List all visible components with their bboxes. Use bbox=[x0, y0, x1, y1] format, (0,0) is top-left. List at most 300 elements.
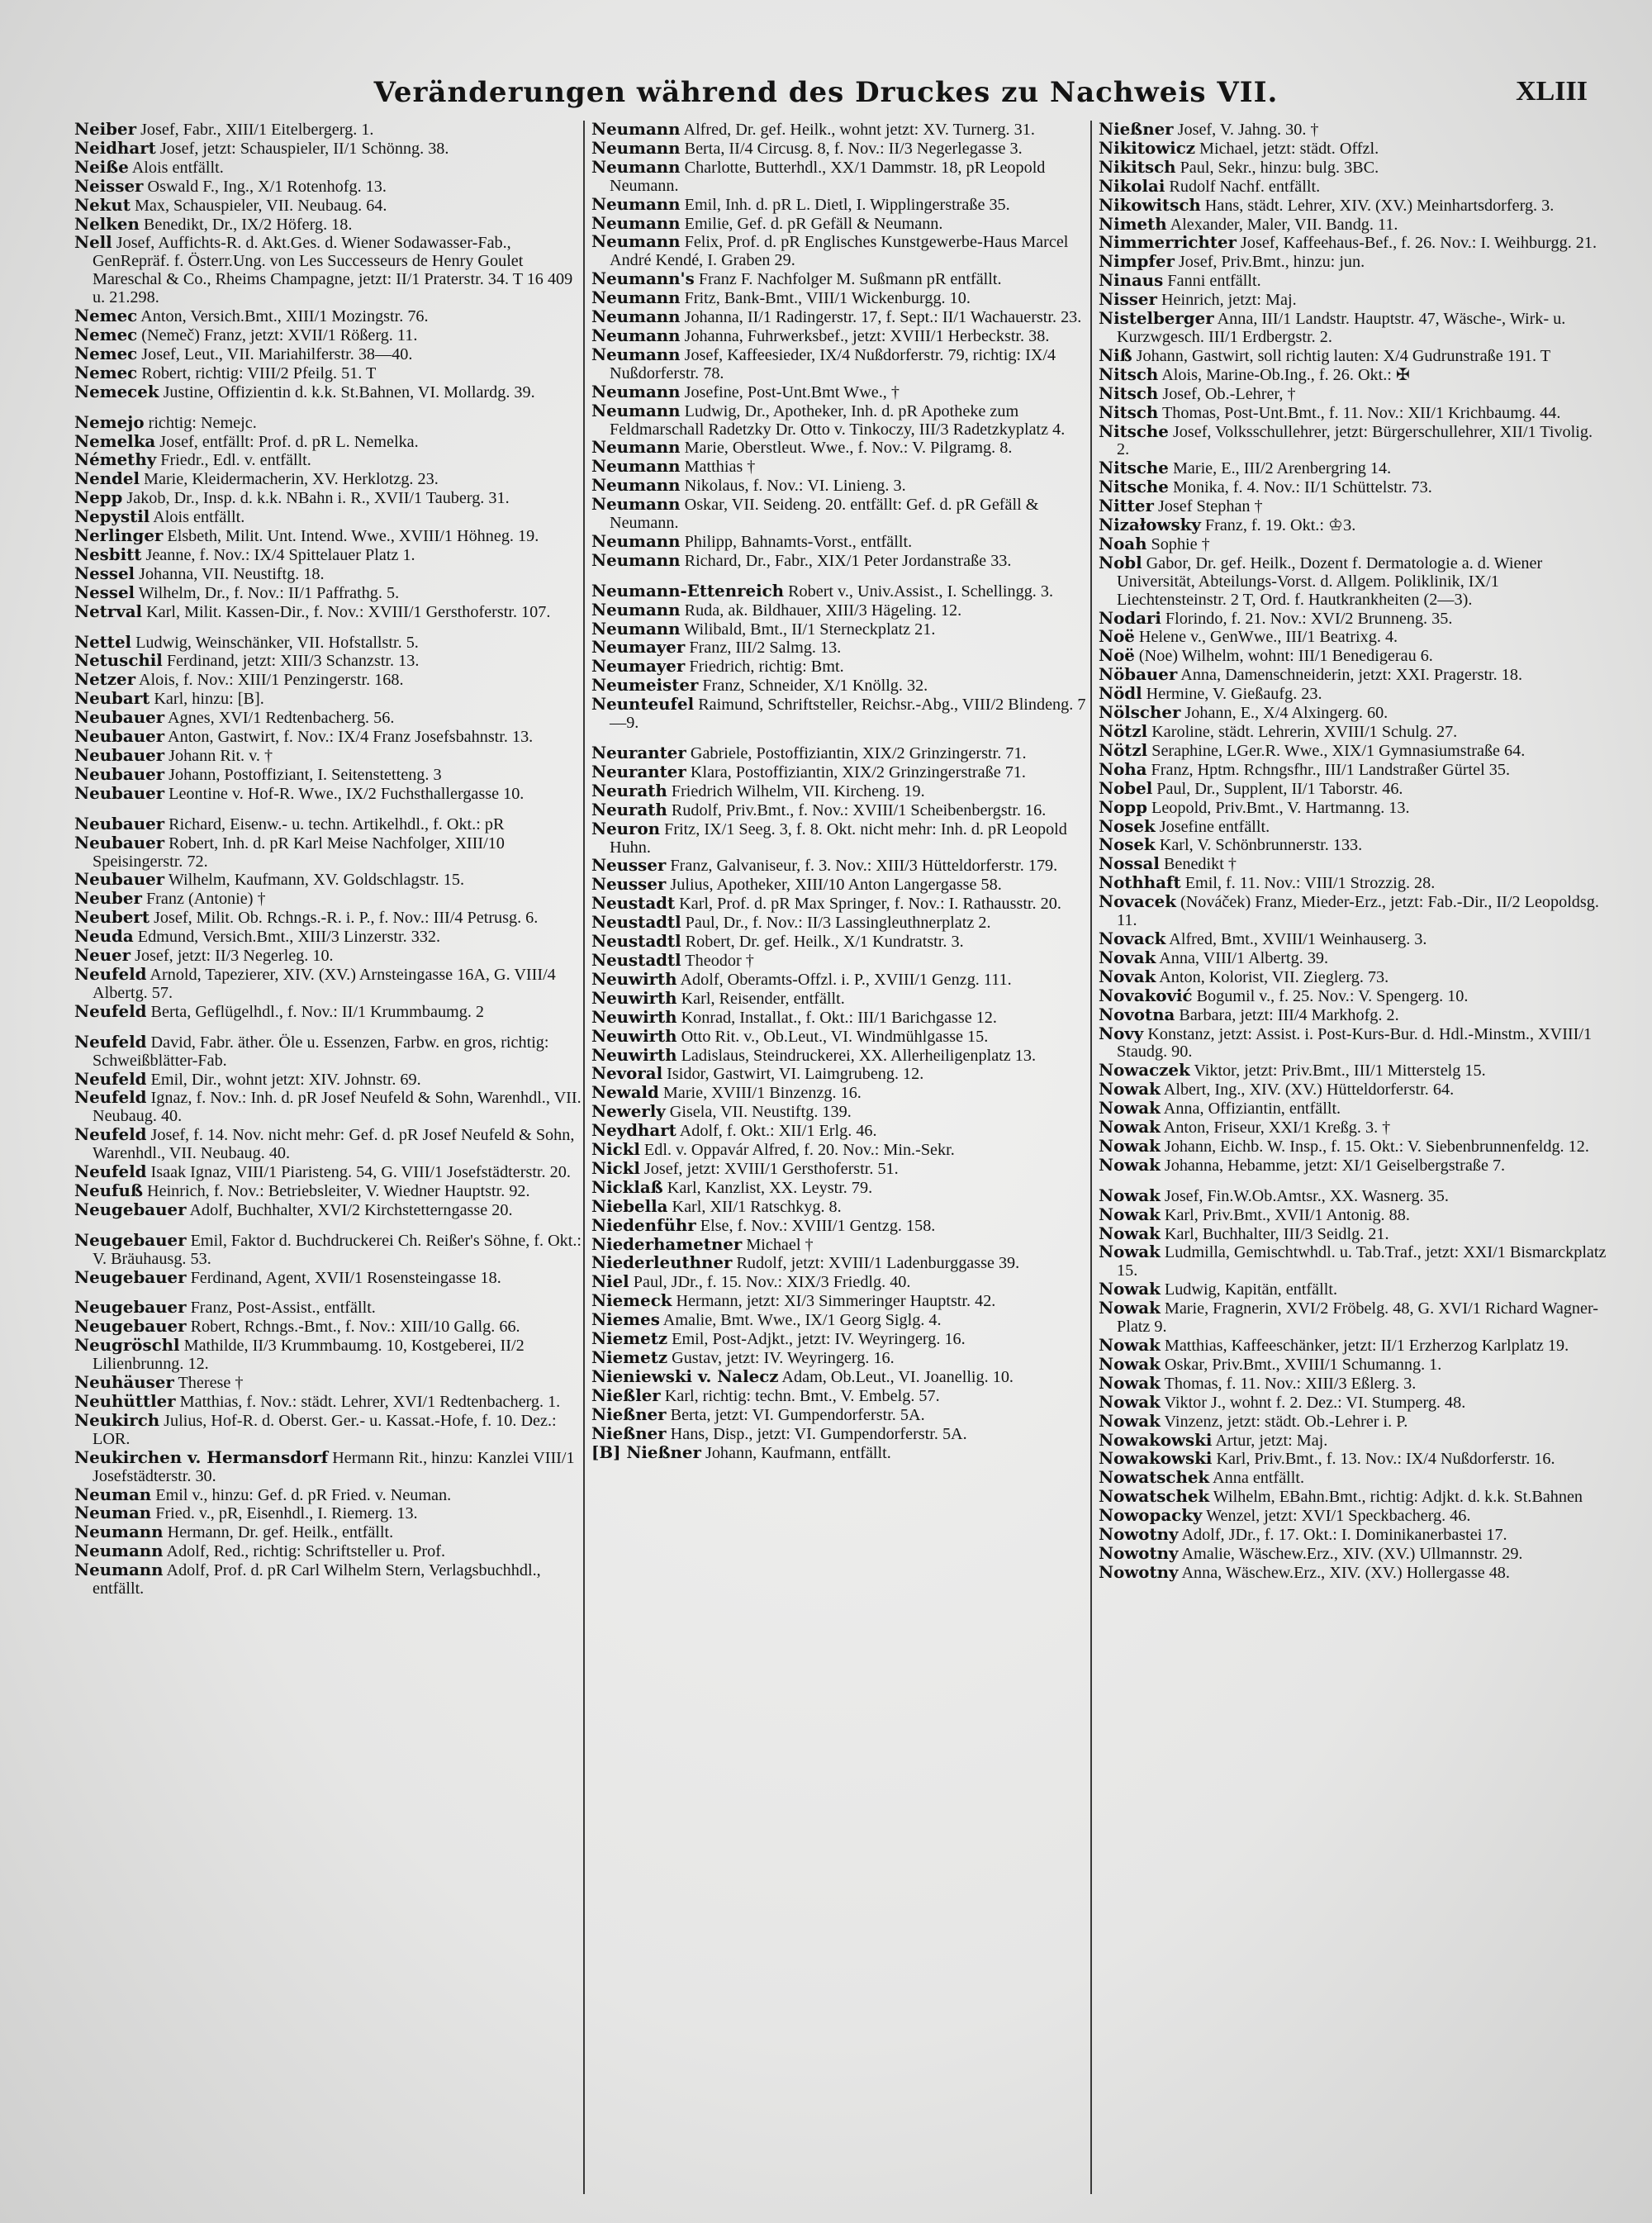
entry-surname: Neuda bbox=[74, 926, 134, 947]
entry-surname: Neubauer bbox=[74, 813, 165, 834]
directory-entry bbox=[74, 709, 583, 728]
directory-entry bbox=[74, 121, 583, 140]
entry-details: Adolf, Oberamts-Offzl. i. P., XVIII/1 Genzg. 111. bbox=[676, 970, 1012, 989]
entry-details: Heinrich, jetzt: Maj. bbox=[1156, 291, 1297, 310]
entry-surname: Neuranter bbox=[591, 761, 686, 781]
directory-entry bbox=[1099, 1100, 1607, 1119]
directory-entry bbox=[1099, 310, 1607, 347]
entry-surname: Neuwirth bbox=[591, 1044, 677, 1065]
entry-surname: Neumann bbox=[591, 193, 681, 214]
entry-surname: Neufeld bbox=[74, 1000, 147, 1021]
directory-entry bbox=[1099, 704, 1607, 723]
directory-entry bbox=[74, 411, 583, 433]
entry-details: Franz, Schneider, X/1 Knöllg. 32. bbox=[698, 677, 928, 696]
entry-details: Josef, Priv.Bmt., hinzu: jun. bbox=[1174, 253, 1365, 272]
directory-entry bbox=[1099, 739, 1607, 761]
entry-details: Karl, Prof. d. pR Max Springer, f. Nov.: I. Rathausstr. 20. bbox=[675, 895, 1061, 914]
directory-entry bbox=[591, 1311, 1089, 1330]
directory-entry bbox=[74, 652, 583, 671]
entry-surname: Nell bbox=[74, 232, 112, 253]
entry-details: Viktor J., wohnt f. 2. Dez.: VI. Stumperg. 48. bbox=[1160, 1393, 1466, 1412]
entry-details: Karl, XII/1 Ratschkyg. 8. bbox=[667, 1197, 842, 1216]
entry-surname: Nowakowski bbox=[1099, 1429, 1213, 1450]
entry-details: Anna, VIII/1 Albertg. 39. bbox=[1156, 948, 1329, 967]
entry-details: Rudolf, jetzt: XVIII/1 Ladenburggasse 39. bbox=[732, 1254, 1020, 1273]
entry-surname: Nemecek bbox=[74, 381, 159, 401]
entry-surname: Novacek bbox=[1099, 891, 1176, 912]
directory-entry bbox=[74, 1446, 583, 1486]
entry-surname: Nöbauer bbox=[1099, 664, 1178, 685]
directory-entry bbox=[591, 968, 1089, 990]
directory-entry bbox=[591, 121, 1089, 140]
entry-surname: Neurath bbox=[591, 799, 667, 819]
directory-entry bbox=[591, 308, 1089, 327]
entry-details: Adolf, Buchhalter, XVI/2 Kirchstetterngasse 20. bbox=[186, 1200, 513, 1219]
directory-entry bbox=[74, 1033, 583, 1071]
entry-surname: Neuwirth bbox=[591, 1025, 677, 1046]
entry-surname: Nickl bbox=[591, 1139, 640, 1160]
entry-details: Anna, Offiziantin, entfällt. bbox=[1160, 1100, 1341, 1119]
directory-entry bbox=[1099, 1410, 1607, 1432]
entry-details: Hermann, jetzt: XI/3 Simmeringer Hauptstr. 42. bbox=[672, 1292, 996, 1311]
entry-surname: Nötzl bbox=[1099, 739, 1148, 760]
entry-surname: Nowatschek bbox=[1099, 1486, 1210, 1507]
directory-entry bbox=[1099, 758, 1607, 780]
directory-entry bbox=[591, 346, 1089, 383]
entry-surname: Nowak bbox=[1099, 1098, 1161, 1119]
entry-surname: Nowak bbox=[1099, 1223, 1161, 1243]
entry-surname: Novotna bbox=[1099, 1004, 1175, 1024]
directory-entry bbox=[591, 949, 1089, 971]
entry-surname: Neusser bbox=[591, 874, 667, 895]
entry-details: Alois entfällt. bbox=[128, 158, 224, 177]
directory-entry bbox=[1099, 156, 1607, 178]
entry-details: Seraphine, LGer.R. Wwe., XIX/1 Gymnasiumstraße 64. bbox=[1147, 741, 1526, 760]
directory-entry bbox=[74, 1068, 583, 1090]
directory-entry bbox=[591, 1195, 1089, 1217]
directory-entry bbox=[1099, 137, 1607, 159]
directory-entry bbox=[1099, 949, 1607, 968]
entry-details: Fried. v., pR, Eisenhdl., I. Riemerg. 13. bbox=[151, 1504, 418, 1523]
directory-entry bbox=[74, 508, 583, 527]
directory-entry bbox=[591, 383, 1089, 402]
directory-entry bbox=[1099, 234, 1607, 253]
directory-entry bbox=[591, 137, 1089, 159]
directory-entry bbox=[1099, 1299, 1607, 1337]
entry-details: Gabor, Dr. gef. Heilk., Dozent f. Dermatologie a. d. Wiener Universität, Abteilungs-Vorst. d. Allgem. Poliklinik, IX/1 Liechtensteinstr. 2 T, Ord. f. Hautkrankheiten (2—3). bbox=[1117, 553, 1543, 609]
directory-entry bbox=[1099, 344, 1607, 366]
entry-surname: Neiße bbox=[74, 156, 129, 177]
entry-details: Franz, Post-Assist., entfällt. bbox=[186, 1299, 376, 1318]
directory-entry bbox=[591, 987, 1089, 1009]
directory-entry bbox=[1099, 1280, 1607, 1299]
entry-surname: Nothhaft bbox=[1099, 872, 1181, 893]
entry-details: Robert v., Univ.Assist., I. Schellingg. 3. bbox=[784, 582, 1054, 601]
entry-details: Wilhelm, Dr., f. Nov.: II/1 Paffrathg. 5. bbox=[135, 583, 400, 602]
directory-entry bbox=[74, 690, 583, 709]
entry-details: Otto Rit. v., Ob.Leut., VI. Windmühlgasse 15. bbox=[676, 1027, 989, 1046]
entry-details: Emil, f. 11. Nov.: VIII/1 Strozzig. 28. bbox=[1180, 874, 1436, 893]
entry-surname: Nitsch bbox=[1099, 382, 1159, 403]
entry-details: Franz F. Nachfolger M. Sußmann pR entfällt. bbox=[694, 270, 1002, 289]
directory-entry bbox=[74, 430, 583, 452]
entry-surname: Nowak bbox=[1099, 1353, 1161, 1374]
entry-surname: Neustadtl bbox=[591, 912, 681, 933]
entry-details: Anna, Damenschneiderin, jetzt: XXI. Pragerstr. 18. bbox=[1177, 666, 1522, 685]
entry-details: Johann, E., X/4 Alxingerg. 60. bbox=[1180, 704, 1389, 723]
entry-surname: Nießner bbox=[591, 1404, 667, 1424]
entry-surname: Neumann's bbox=[591, 268, 695, 289]
entry-surname: Neubauer bbox=[74, 869, 165, 890]
entry-surname: Neidhart bbox=[74, 137, 156, 158]
entry-details: Paul, Sekr., hinzu: bulg. 3BC. bbox=[1175, 158, 1379, 177]
entry-surname: Nodari bbox=[1099, 607, 1161, 628]
entry-details: Adolf, JDr., f. 17. Okt.: I. Dominikanerbastei 17. bbox=[1178, 1526, 1507, 1545]
entry-details: Ludmilla, Gemischtwhdl. u. Tab.Traf., jetzt: XXI/1 Bismarckplatz 15. bbox=[1117, 1243, 1607, 1280]
entry-surname: Nowak bbox=[1099, 1372, 1161, 1393]
entry-surname: Nowak bbox=[1099, 1117, 1161, 1138]
entry-details: Josef, Kaffeehaus-Bef., f. 26. Nov.: I. Weihburgg. 21. bbox=[1236, 234, 1597, 253]
entry-surname: Nemelka bbox=[74, 430, 156, 451]
directory-entry bbox=[1099, 1526, 1607, 1545]
entry-surname: Neunteufel bbox=[591, 694, 695, 715]
entry-details: Anton, Friseur, XXI/1 Kreßg. 3. † bbox=[1160, 1119, 1391, 1138]
directory-entry bbox=[1099, 478, 1607, 497]
entry-surname: Neumann bbox=[591, 156, 681, 177]
entry-details: Ruda, ak. Bildhauer, XIII/3 Hägeling. 12. bbox=[680, 601, 962, 620]
directory-entry bbox=[1099, 535, 1607, 554]
entry-surname: Neubauer bbox=[74, 726, 165, 747]
entry-details: Julius, Hof-R. d. Oberst. Ger.- u. Kassat.-Hofe, f. 10. Dez.: LOR. bbox=[93, 1411, 557, 1448]
directory-entry bbox=[591, 782, 1089, 801]
directory-entry bbox=[74, 747, 583, 766]
directory-entry bbox=[74, 451, 583, 470]
entry-surname: Nitsch bbox=[1099, 363, 1159, 384]
entry-surname: Neukirch bbox=[74, 1409, 160, 1430]
entry-details: Mathilde, II/3 Krummbaumg. 10, Kostgeberei, II/2 Lilienbrunng. 12. bbox=[93, 1337, 525, 1374]
entry-details: Emilie, Gef. d. pR Gefäll & Neumann. bbox=[680, 214, 943, 233]
directory-entry bbox=[74, 1182, 583, 1201]
entry-surname: Neumann bbox=[591, 344, 681, 364]
entry-surname: Neugebauer bbox=[74, 1266, 187, 1287]
entry-details: Friedrich, richtig: Bmt. bbox=[685, 658, 844, 677]
entry-details: Gabriele, Postoffiziantin, XIX/2 Grinzingerstr. 71. bbox=[686, 744, 1027, 762]
entry-surname: Neiber bbox=[74, 121, 137, 139]
directory-entry bbox=[1099, 291, 1607, 310]
entry-surname: Neuhäuser bbox=[74, 1372, 174, 1393]
entry-surname: Nowakowski bbox=[1099, 1448, 1213, 1469]
entry-details: Karl, Priv.Bmt., XVII/1 Antonig. 88. bbox=[1160, 1205, 1410, 1224]
directory-entry bbox=[591, 1273, 1089, 1292]
directory-entry bbox=[74, 470, 583, 489]
directory-entry bbox=[591, 857, 1089, 876]
entry-details: Johann, Postoffiziant, I. Seitenstetteng. 3 bbox=[164, 765, 442, 784]
directory-entry bbox=[74, 815, 583, 834]
entry-details: Robert, Inh. d. pR Karl Meise Nachfolger, XIII/10 Speisingerstr. 72. bbox=[93, 834, 505, 871]
entry-details: Emil, Dir., wohnt jetzt: XIV. Johnstr. 69. bbox=[146, 1070, 421, 1089]
entry-surname: Neumann bbox=[591, 456, 681, 477]
entry-details: Ladislaus, Steindruckerei, XX. Allerheiligenplatz 13. bbox=[676, 1046, 1037, 1065]
entry-surname: Nopp bbox=[1099, 796, 1147, 817]
entry-details: Florindo, f. 21. Nov.: XVI/2 Brunneng. 35. bbox=[1161, 609, 1453, 628]
entry-details: Franz (Antonie) † bbox=[141, 890, 266, 909]
entry-surname: Nikitsch bbox=[1099, 156, 1176, 177]
entry-surname: Neumann bbox=[591, 494, 681, 515]
entry-surname: Némethy bbox=[74, 449, 157, 470]
entry-surname: Neuhüttler bbox=[74, 1391, 176, 1411]
entry-details: Berta, jetzt: VI. Gumpendorferstr. 5A. bbox=[666, 1405, 925, 1424]
directory-entry bbox=[74, 1393, 583, 1412]
directory-entry bbox=[1099, 1187, 1607, 1206]
entry-surname: Neufeld bbox=[74, 1161, 147, 1182]
directory-entry bbox=[74, 1201, 583, 1220]
entry-details: Alexander, Maler, VII. Bandg. 11. bbox=[1166, 215, 1398, 234]
directory-entry bbox=[591, 1141, 1089, 1160]
entry-details: Oswald F., Ing., X/1 Rotenhofg. 13. bbox=[143, 177, 387, 196]
entry-surname: Neumayer bbox=[591, 656, 686, 677]
directory-entry bbox=[1099, 1429, 1607, 1451]
entry-spacer bbox=[74, 622, 583, 634]
entry-details: Emil, Faktor d. Buchdruckerei Ch. Reißer's Söhne, f. Okt.: V. Bräuhausg. 53. bbox=[93, 1231, 582, 1268]
entry-details: Josef Stephan † bbox=[1153, 497, 1263, 516]
entry-surname: Nerlinger bbox=[74, 525, 164, 546]
entry-surname: Nieniewski v. Nalecz bbox=[591, 1366, 779, 1386]
directory-entry bbox=[1099, 497, 1607, 516]
entry-surname: Noha bbox=[1099, 758, 1147, 779]
directory-entry bbox=[74, 1486, 583, 1505]
directory-entry bbox=[591, 193, 1089, 215]
directory-entry bbox=[1099, 1025, 1607, 1062]
entry-surname: Niel bbox=[591, 1271, 629, 1292]
entry-surname: Nowak bbox=[1099, 1298, 1161, 1318]
directory-entry bbox=[74, 1337, 583, 1374]
directory-entry bbox=[1099, 930, 1607, 949]
directory-entry bbox=[591, 496, 1089, 533]
directory-entry bbox=[591, 1349, 1089, 1368]
entry-surname: Nitsch bbox=[1099, 401, 1159, 422]
entry-details: Richard, Dr., Fabr., XIX/1 Peter Jordanstraße 33. bbox=[680, 551, 1012, 570]
entry-surname: Nowotny bbox=[1099, 1524, 1179, 1545]
entry-surname: Nowak bbox=[1099, 1135, 1161, 1156]
directory-entry bbox=[74, 782, 583, 804]
entry-surname: Neustadtl bbox=[591, 931, 681, 952]
entry-surname: Nießler bbox=[591, 1385, 661, 1405]
directory-entry bbox=[1099, 121, 1607, 140]
directory-entry bbox=[74, 175, 583, 197]
entry-details: Johanna, Hebamme, jetzt: XI/1 Geiselbergstraße 7. bbox=[1160, 1156, 1506, 1175]
directory-entry bbox=[74, 364, 583, 383]
entry-surname: Niemetz bbox=[591, 1347, 668, 1367]
directory-entry bbox=[591, 744, 1089, 763]
entry-surname: Noë bbox=[1099, 645, 1135, 666]
entry-details: Marie, Fragnerin, XVI/2 Fröbelg. 48, G. XVI/1 Richard Wagner-Platz 9. bbox=[1117, 1299, 1599, 1337]
directory-entry bbox=[74, 871, 583, 890]
directory-entry bbox=[74, 1000, 583, 1022]
directory-entry bbox=[74, 909, 583, 928]
directory-entry bbox=[74, 728, 583, 747]
entry-details: Fanni entfällt. bbox=[1163, 272, 1261, 291]
page-title: Veränderungen während des Druckes zu Nachweis VII. bbox=[373, 76, 1279, 109]
entry-surname: Nitsche bbox=[1099, 458, 1169, 478]
entry-surname: Nosek bbox=[1099, 815, 1156, 836]
entry-details: richtig: Nemejc. bbox=[144, 413, 257, 432]
entry-details: Wilhelm, Kaufmann, XV. Goldschlagstr. 15. bbox=[164, 871, 464, 890]
entry-details: Rudolf, Priv.Bmt., f. Nov.: XVIII/1 Scheibenbergstr. 16. bbox=[667, 800, 1047, 819]
entry-details: Bogumil v., f. 25. Nov.: V. Spengerg. 10. bbox=[1192, 986, 1469, 1005]
directory-entry bbox=[74, 1163, 583, 1182]
entry-details: (Noe) Wilhelm, wohnt: III/1 Benedigerau 6. bbox=[1134, 647, 1433, 666]
directory-entry bbox=[1099, 194, 1607, 216]
entry-surname: Nowak bbox=[1099, 1079, 1161, 1100]
entry-surname: Neugebauer bbox=[74, 1229, 187, 1250]
entry-surname: Nowak bbox=[1099, 1242, 1161, 1262]
directory-entry bbox=[74, 631, 583, 653]
directory-entry bbox=[1099, 213, 1607, 235]
entry-details: Karl, V. Schönbrunnerstr. 133. bbox=[1155, 836, 1363, 855]
entry-details: Konstanz, jetzt: Assist. i. Post-Kurs-Bur. d. Hdl.-Minstm., XVIII/1 Staudg. 90. bbox=[1117, 1024, 1593, 1062]
directory-entry bbox=[1099, 554, 1607, 610]
entry-surname: Nölscher bbox=[1099, 702, 1181, 723]
entry-details: Johann, Eichb. W. Insp., f. 15. Okt.: V. Siebenbrunnenfeldg. 12. bbox=[1160, 1137, 1589, 1156]
directory-entry bbox=[74, 137, 583, 159]
entry-details: Felix, Prof. d. pR Englisches Kunstgewerbe-Haus Marcel André Kendé, I. Graben 29. bbox=[610, 233, 1069, 270]
entry-details: Edl. v. Oppavár Alfred, f. 20. Nov.: Min.-Sekr. bbox=[639, 1141, 955, 1160]
directory-entry bbox=[1099, 1206, 1607, 1225]
directory-entry bbox=[591, 1084, 1089, 1103]
entry-surname: Nödl bbox=[1099, 683, 1142, 704]
directory-entry bbox=[74, 489, 583, 508]
entry-surname: Neubauer bbox=[74, 782, 165, 803]
entry-surname: Neufuß bbox=[74, 1180, 143, 1200]
entry-details: Hans, Disp., jetzt: VI. Gumpendorferstr. 5A. bbox=[666, 1424, 967, 1443]
directory-entry bbox=[74, 1542, 583, 1561]
entry-details: Ludwig, Dr., Apotheker, Inh. d. pR Apotheke zum Feldmarschall Radetzky Dr. Otto v. Tinkoczy, III/3 Radetzkyplatz 4. bbox=[610, 401, 1066, 439]
directory-entry bbox=[74, 1089, 583, 1126]
entry-surname: Nevoral bbox=[591, 1063, 663, 1084]
directory-entry bbox=[74, 345, 583, 364]
entry-details: Elsbeth, Milit. Unt. Intend. Wwe., XVIII/1 Höhneg. 19. bbox=[163, 527, 539, 546]
directory-entry bbox=[1099, 420, 1607, 460]
entry-surname: Nowak bbox=[1099, 1410, 1161, 1431]
directory-entry bbox=[1099, 607, 1607, 629]
entry-details: Konrad, Installat., f. Okt.: III/1 Barichgasse 12. bbox=[676, 1008, 997, 1027]
entry-surname: Neuman bbox=[74, 1484, 152, 1504]
entry-surname: Neumann bbox=[74, 1560, 164, 1580]
directory-entry bbox=[1099, 516, 1607, 535]
entry-surname: Neustadtl bbox=[591, 949, 681, 970]
entry-surname: Novy bbox=[1099, 1023, 1144, 1043]
entry-details: Johanna, VII. Neustiftg. 18. bbox=[135, 564, 325, 583]
entry-details: Ferdinand, jetzt: XIII/3 Schanzstr. 13. bbox=[162, 652, 420, 671]
entry-details: Josef, jetzt: XVIII/1 Gersthoferstr. 51. bbox=[639, 1159, 899, 1178]
entry-details: Friedr., Edl. v. entfällt. bbox=[156, 451, 311, 470]
entry-details: Max, Schauspieler, VII. Neubaug. 64. bbox=[130, 196, 387, 215]
entry-surname: Noë bbox=[1099, 626, 1135, 647]
entry-details: Robert, Rchngs.-Bmt., f. Nov.: XIII/10 Gallg. 66. bbox=[186, 1318, 520, 1337]
entry-details: Alois, Marine-Ob.Ing., f. 26. Okt.: ✠ bbox=[1158, 365, 1410, 384]
entry-details: Jakob, Dr., Insp. d. k.k. NBahn i. R., XVII/1 Tauberg. 31. bbox=[122, 489, 510, 508]
entry-surname: Neumann bbox=[591, 137, 681, 158]
directory-entry bbox=[1099, 1243, 1607, 1280]
entry-surname: Neukirchen v. Hermansdorf bbox=[74, 1446, 329, 1467]
directory-entry bbox=[591, 1368, 1089, 1387]
entry-surname: Niemes bbox=[591, 1309, 660, 1330]
directory-entry bbox=[591, 763, 1089, 782]
directory-entry bbox=[74, 928, 583, 947]
directory-entry bbox=[591, 549, 1089, 571]
directory-entry bbox=[591, 658, 1089, 677]
entry-details: Thomas, Post-Unt.Bmt., f. 11. Nov.: XII/1 Krichbaumg. 44. bbox=[1158, 403, 1561, 422]
entry-details: Adolf, Prof. d. pR Carl Wilhelm Stern, Verlagsbuchhdl., entfällt. bbox=[93, 1561, 541, 1598]
entry-details: Emil, Post-Adjkt., jetzt: IV. Weyringerg. 16. bbox=[667, 1330, 966, 1349]
entry-surname: Netzer bbox=[74, 669, 136, 690]
column-2 bbox=[591, 121, 1089, 2202]
entry-details: Matthias † bbox=[680, 458, 756, 477]
entry-surname: Niedenführ bbox=[591, 1214, 696, 1235]
entry-surname: Nemec bbox=[74, 324, 138, 344]
entry-details: Hermann Rit., hinzu: Kanzlei VIII/1 Josefstädterstr. 30. bbox=[93, 1448, 575, 1485]
entry-surname: Neumann bbox=[591, 381, 681, 401]
directory-entry bbox=[74, 584, 583, 603]
entry-surname: Niebella bbox=[591, 1195, 668, 1216]
entry-surname: Nowotny bbox=[1099, 1561, 1179, 1582]
directory-entry bbox=[591, 933, 1089, 952]
directory-entry bbox=[1099, 1450, 1607, 1469]
entry-surname: Neumann bbox=[591, 287, 681, 308]
entry-details: Emil v., hinzu: Gef. d. pR Fried. v. Neuman. bbox=[151, 1485, 452, 1504]
entry-details: Josef, jetzt: Schauspieler, II/1 Schönng. 38. bbox=[155, 139, 449, 158]
entry-details: Johanna, II/1 Radingerstr. 17, f. Sept.: II/1 Wachauerstr. 23. bbox=[680, 308, 1082, 327]
directory-entry bbox=[591, 1425, 1089, 1444]
entry-details: Adam, Ob.Leut., VI. Joanellig. 10. bbox=[778, 1367, 1014, 1386]
directory-entry bbox=[591, 1025, 1089, 1047]
entry-details: Sophie † bbox=[1146, 534, 1210, 553]
directory-entry bbox=[1099, 1561, 1607, 1583]
entry-surname: Neumann bbox=[591, 437, 681, 458]
entry-details: Marie, Oberstleut. Wwe., f. Nov.: V. Pilgramg. 8. bbox=[680, 439, 1013, 458]
directory-entry bbox=[591, 439, 1089, 458]
entry-details: Fritz, Bank-Bmt., VIII/1 Wickenburgg. 10. bbox=[680, 289, 971, 308]
entry-details: Anton, Gastwirt, f. Nov.: IX/4 Franz Josefsbahnstr. 13. bbox=[164, 728, 534, 747]
entry-surname: Niemetz bbox=[591, 1328, 668, 1349]
entry-details: Wilhelm, EBahn.Bmt., richtig: Adjkt. d. k.k. St.Bahnen bbox=[1209, 1488, 1583, 1507]
entry-surname: Neuer bbox=[74, 945, 131, 966]
entry-details: Marie, XVIII/1 Binzenzg. 16. bbox=[658, 1084, 862, 1103]
entry-surname: Novak bbox=[1099, 966, 1156, 986]
directory-entry bbox=[74, 1409, 583, 1449]
entry-surname: Nossal bbox=[1099, 853, 1160, 874]
entry-surname: Nießner bbox=[591, 1423, 667, 1443]
entry-surname: Neumeister bbox=[591, 675, 699, 696]
entry-surname: Neubert bbox=[74, 907, 150, 928]
entry-surname: Ninaus bbox=[1099, 270, 1164, 291]
directory-entry bbox=[1099, 1135, 1607, 1157]
entry-surname: Nowak bbox=[1099, 1154, 1161, 1175]
entry-details: Paul, Dr., f. Nov.: II/3 Lassingleuthnerplatz 2. bbox=[681, 914, 991, 933]
directory-entry bbox=[591, 1157, 1089, 1179]
entry-details: Johann, Kaufmann, entfällt. bbox=[700, 1443, 891, 1462]
entry-surname: Neuwirth bbox=[591, 987, 677, 1008]
directory-entry bbox=[1099, 874, 1607, 893]
directory-entry bbox=[591, 620, 1089, 639]
entry-surname: Novak bbox=[1099, 947, 1156, 967]
entry-details: Josef, V. Jahng. 30. † bbox=[1173, 121, 1319, 139]
directory-entry bbox=[1099, 987, 1607, 1006]
directory-entry bbox=[74, 234, 583, 307]
directory-entry bbox=[74, 1299, 583, 1318]
directory-entry bbox=[74, 565, 583, 584]
entry-details: Nikolaus, f. Nov.: VI. Linieng. 3. bbox=[680, 477, 906, 496]
